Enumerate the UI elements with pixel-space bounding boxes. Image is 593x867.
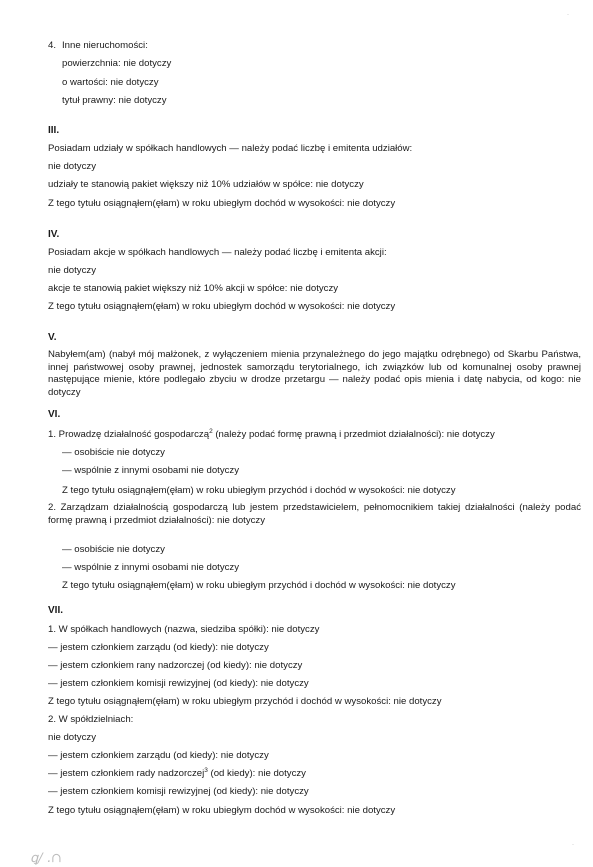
section-iv-line-3: akcje te stanowią pakiet większy niż 10% akcji w spółce: nie dotyczy (48, 283, 339, 294)
item-4-title: Inne nieruchomości: (62, 40, 148, 51)
section-vii-line-5: Z tego tytułu osiągnąłem(ęłam) w roku ubiegłym przychód i dochód w wysokości: nie dotyczy (48, 696, 442, 707)
section-iv-line-4: Z tego tytułu osiągnąłem(ęłam) w roku ubiegłym dochód w wysokości: nie dotyczy (48, 301, 396, 312)
handwritten-initials: ꝗ/ .∩ (30, 851, 62, 866)
section-vi-item-2-personal: — osobiście nie dotyczy (62, 544, 165, 555)
section-vi-item-1-rest: (należy podać formę prawną i przedmiot działalności): nie dotyczy (212, 429, 495, 440)
section-vii-line-8: — jestem członkiem zarządu (od kiedy): nie dotyczy (48, 750, 269, 761)
section-vii-line-2: — jestem członkiem zarządu (od kiedy): nie dotyczy (48, 642, 269, 653)
footnote-ref-3: 3 (204, 766, 208, 774)
item-4-area: powierzchnia: nie dotyczy (62, 58, 172, 69)
section-vii-line-7: nie dotyczy (48, 732, 96, 743)
section-vii-line-9 (48, 768, 306, 780)
section-vii-line-9-rest: (od kiedy): nie dotyczy (207, 768, 306, 779)
section-vii-heading: VII. (48, 605, 64, 616)
section-vii-line-1: 1. W spółkach handlowych (nazwa, siedziba spółki): nie dotyczy (48, 624, 320, 635)
section-vi-heading: VI. (48, 409, 61, 420)
section-vii-line-4: — jestem członkiem komisji rewizyjnej (od kiedy): nie dotyczy (48, 678, 309, 689)
section-vii-line-11: Z tego tytułu osiągnąłem(ęłam) w roku ubiegłym dochód w wysokości: nie dotyczy (48, 805, 396, 816)
section-iii-line-4: Z tego tytułu osiągnąłem(ęłam) w roku ubiegłym dochód w wysokości: nie dotyczy (48, 198, 396, 209)
section-vi-item-2-income: Z tego tytułu osiągnąłem(ęłam) w roku ubiegłym przychód i dochód w wysokości: nie dotyczy (62, 580, 456, 591)
section-iii-line-1: Posiadam udziały w spółkach handlowych — należy podać liczbę i emitenta udziałów: (48, 143, 413, 154)
footnote-ref-2: 2 (209, 427, 213, 435)
section-iv-line-2: nie dotyczy (48, 265, 96, 276)
item-4-legal-title: tytuł prawny: nie dotyczy (62, 95, 167, 106)
section-iii-line-3: udziały te stanowią pakiet większy niż 10% udziałów w spółce: nie dotyczy (48, 179, 364, 190)
section-vii-line-3: — jestem członkiem rany nadzorczej (od kiedy): nie dotyczy (48, 660, 303, 671)
section-vii-line-6: 2. W spółdzielniach: (48, 714, 134, 725)
section-vi-item-1-text: 1. Prowadzę działalność gospodarczą (48, 429, 210, 440)
section-vi-item-1-income: Z tego tytułu osiągnąłem(ęłam) w roku ubiegłym przychód i dochód w wysokości: nie dotyczy (62, 485, 456, 496)
section-v-heading: V. (48, 332, 57, 343)
section-vi-item-1-personal: — osobiście nie dotyczy (62, 447, 165, 458)
section-vii-line-10: — jestem członkiem komisji rewizyjnej (od kiedy): nie dotyczy (48, 786, 309, 797)
section-v-paragraph: Nabyłem(am) (nabył mój małżonek, z wyłączeniem mienia przynależnego do jego majątku odrębnego) od Skarbu Państwa, innej państwowej osoby prawnej, jednostek samorządu terytorialnego, ich związków lub od komunalnej osoby prawnej następujące mienie, które podlegało zbyciu w drodze przetargu — należy podać opis mienia i datę nabycia, od kogo: nie dotyczy (48, 349, 581, 398)
section-iii-heading: III. (48, 125, 60, 136)
section-vi-item-1 (48, 429, 495, 441)
scan-speck: · (567, 12, 569, 18)
section-iv-heading: IV. (48, 229, 60, 240)
section-vi-item-2-joint: — wspólnie z innymi osobami nie dotyczy (62, 562, 240, 573)
section-vi-item-1-joint: — wspólnie z innymi osobami nie dotyczy (62, 465, 240, 476)
item-4-value: o wartości: nie dotyczy (62, 77, 159, 88)
section-vi-item-2: 2. Zarządzam działalnością gospodarczą lub jestem przedstawicielem, pełnomocnikiem takiej działalności (należy podać formę prawną i przedmiot działalności): nie dotyczy (48, 502, 581, 526)
section-vii-line-9-text: — jestem członkiem rady nadzorczej (48, 768, 205, 779)
scan-speck: · (572, 842, 574, 848)
section-iv-line-1: Posiadam akcje w spółkach handlowych — należy podać liczbę i emitenta akcji: (48, 247, 387, 258)
section-iii-line-2: nie dotyczy (48, 161, 96, 172)
item-4-number: 4. (48, 40, 57, 51)
